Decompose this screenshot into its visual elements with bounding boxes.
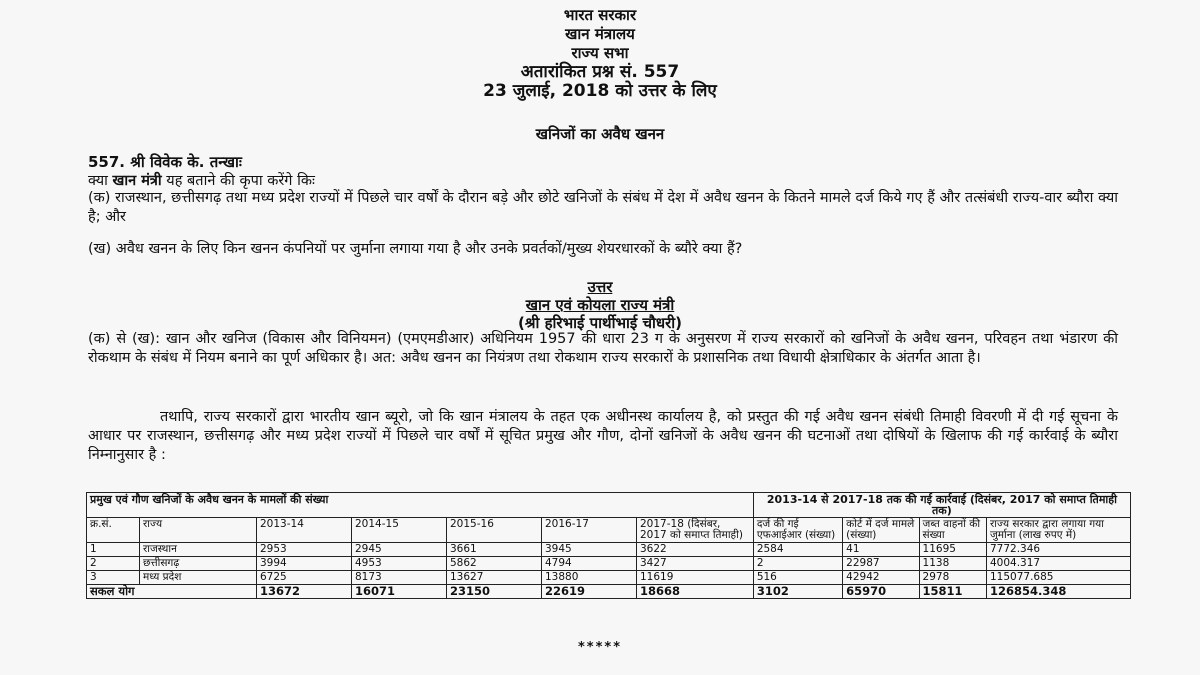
table-cell: 3945 — [542, 543, 637, 557]
end-of-document-stars: ***** — [578, 640, 622, 655]
table-column-header: 2015-16 — [447, 518, 542, 543]
table-group-cases: प्रमुख एवं गौण खनिजों के अवैध खनन के मामलों की संख्या — [87, 493, 754, 518]
document-header — [0, 6, 1200, 101]
table-column-header: क्र.सं. — [87, 518, 140, 543]
header-answer-date: 23 जुलाई, 2018 को उत्तर के लिए — [483, 81, 717, 101]
header-government: भारत सरकार — [563, 6, 637, 24]
table-row — [87, 543, 1131, 557]
table-cell: 3622 — [637, 543, 754, 557]
table-total-cell: 16071 — [352, 585, 447, 599]
table-cell: 2953 — [257, 543, 352, 557]
table-total-cell: 13672 — [257, 585, 352, 599]
table-cell: 2945 — [352, 543, 447, 557]
table-cell: छत्तीसगढ़ — [140, 557, 257, 571]
table-cell: 11619 — [637, 571, 754, 585]
table-row — [87, 557, 1131, 571]
table-cell: 4004.317 — [986, 557, 1130, 571]
table-cell: 42942 — [843, 571, 919, 585]
table-cell: 2978 — [919, 571, 986, 585]
table-column-header: राज्य सरकार द्वारा लगाया गया जुर्माना (लाख रुपए में) — [986, 518, 1130, 543]
header-ministry: खान मंत्रालय — [565, 25, 635, 43]
table-cell: 3994 — [257, 557, 352, 571]
table-column-header: 2016-17 — [542, 518, 637, 543]
table-cell: 41 — [843, 543, 919, 557]
answer-paragraph-1: (क) से (ख): खान और खनिज (विकास और विनियमन) (एमएमडीआर) अधिनियम 1957 की धारा 23 ग के अनुसरण में राज्य सरकारों को खनिजों के अवैध खनन, परिवहन तथा भंडारण की रोकथाम के संबंध में नियम बनाने का पूर्ण अधिकार है। अत: अवैध खनन का नियंत्रण तथा रोकथाम राज्य सरकारों के प्रशासनिक तथा विधायी क्षेत्राधिकार के अंतर्गत आता है। — [88, 331, 1118, 366]
table-total-cell: 18668 — [637, 585, 754, 599]
table-cell: 2584 — [753, 543, 842, 557]
table-cell: 115077.685 — [986, 571, 1130, 585]
table-cell: 1 — [87, 543, 140, 557]
header-house: राज्य सभा — [571, 44, 629, 62]
table-column-header: 2017-18 (दिसंबर, 2017 को समाप्त तिमाही) — [637, 518, 754, 543]
question-heading: 557. श्री विवेक के. तन्खाः — [88, 153, 242, 171]
table-cell: राजस्थान — [140, 543, 257, 557]
table-cell: 1138 — [919, 557, 986, 571]
question-part-b: (ख) अवैध खनन के लिए किन खनन कंपनियों पर जुर्माना लगाया गया है और उनके प्रवर्तकों/मुख्य शेयरधारकों के ब्यौरे क्या हैं? — [88, 241, 743, 257]
table-total-row — [87, 585, 1131, 599]
table-group-action: 2013-14 से 2017-18 तक की गई कार्रवाई (दिसंबर, 2017 को समाप्त तिमाही तक) — [753, 493, 1130, 518]
table-column-header: कोर्ट में दर्ज मामले (संख्या) — [843, 518, 919, 543]
question-part-a: (क) राजस्थान, छत्तीसगढ़ तथा मध्य प्रदेश राज्यों में पिछले चार वर्षों के दौरान बड़े और छोटे खनिजों के संबंध में देश में अवैध खनन के कितने मामले दर्ज किये गए हैं और तत्संबंधी राज्य-वार ब्यौरा क्या है; और — [88, 190, 1118, 225]
table-total-cell: 65970 — [843, 585, 919, 599]
question-intro-post: यह बताने की कृपा करेंगे किः — [161, 173, 315, 189]
answer-paragraph-2: तथापि, राज्य सरकारों द्वारा भारतीय खान ब्यूरो, जो कि खान मंत्रालय के तहत एक अधीनस्थ कार्यालय है, को प्रस्तुत की गई अवैध खनन संबंधी तिमाही विवरणी में दी गई सूचना के आधार पर राजस्थान, छत्तीसगढ़ और मध्य प्रदेश राज्यों में पिछले चार वर्षों में सूचित प्रमुख और गौण, दोनों खनिजों के अवैध खनन की घटनाओं तथा दोषियों के खिलाफ की गई कार्रवाई के ब्यौरा निम्नानुसार है : — [88, 409, 1118, 463]
table-cell: 7772.346 — [986, 543, 1130, 557]
table-header-row — [87, 518, 1131, 543]
table-column-header: दर्ज की गई एफआईआर (संख्या) — [753, 518, 842, 543]
table-total-label: सकल योग — [87, 585, 257, 599]
question-intro-minister: खान मंत्री — [112, 173, 162, 189]
table-cell: 13627 — [447, 571, 542, 585]
answer-minister-name: (श्री हरिभाई पार्थीभाई चौधरी) — [518, 314, 682, 332]
table-cell: 3427 — [637, 557, 754, 571]
table-total-cell: 22619 — [542, 585, 637, 599]
table-cell: 22987 — [843, 557, 919, 571]
table-cell: 4953 — [352, 557, 447, 571]
table-total-cell: 3102 — [753, 585, 842, 599]
table-total-cell: 23150 — [447, 585, 542, 599]
table-cell: 6725 — [257, 571, 352, 585]
table-cell: 5862 — [447, 557, 542, 571]
table-column-header: जब्त वाहनों की संख्या — [919, 518, 986, 543]
table-column-header: राज्य — [140, 518, 257, 543]
answer-minister: खान एवं कोयला राज्य मंत्री — [525, 296, 675, 314]
illegal-mining-table — [86, 492, 1131, 599]
table-total-cell: 126854.348 — [986, 585, 1130, 599]
table-cell: 13880 — [542, 571, 637, 585]
table-cell: 3661 — [447, 543, 542, 557]
table-column-header: 2014-15 — [352, 518, 447, 543]
table-row — [87, 571, 1131, 585]
table-total-cell: 15811 — [919, 585, 986, 599]
table-cell: 516 — [753, 571, 842, 585]
table-cell: 3 — [87, 571, 140, 585]
table-cell: 8173 — [352, 571, 447, 585]
answer-title: उत्तर — [587, 278, 613, 296]
document-title: खनिजों का अवैध खनन — [535, 125, 665, 143]
table-cell: मध्य प्रदेश — [140, 571, 257, 585]
question-intro-pre: क्या — [88, 173, 113, 189]
table-column-header: 2013-14 — [257, 518, 352, 543]
table-cell: 11695 — [919, 543, 986, 557]
table-group-header-row — [87, 493, 1131, 518]
header-question-number: अतारांकित प्रश्न सं. 557 — [520, 62, 680, 82]
table-cell: 2 — [87, 557, 140, 571]
table-cell: 4794 — [542, 557, 637, 571]
table-cell: 2 — [753, 557, 842, 571]
